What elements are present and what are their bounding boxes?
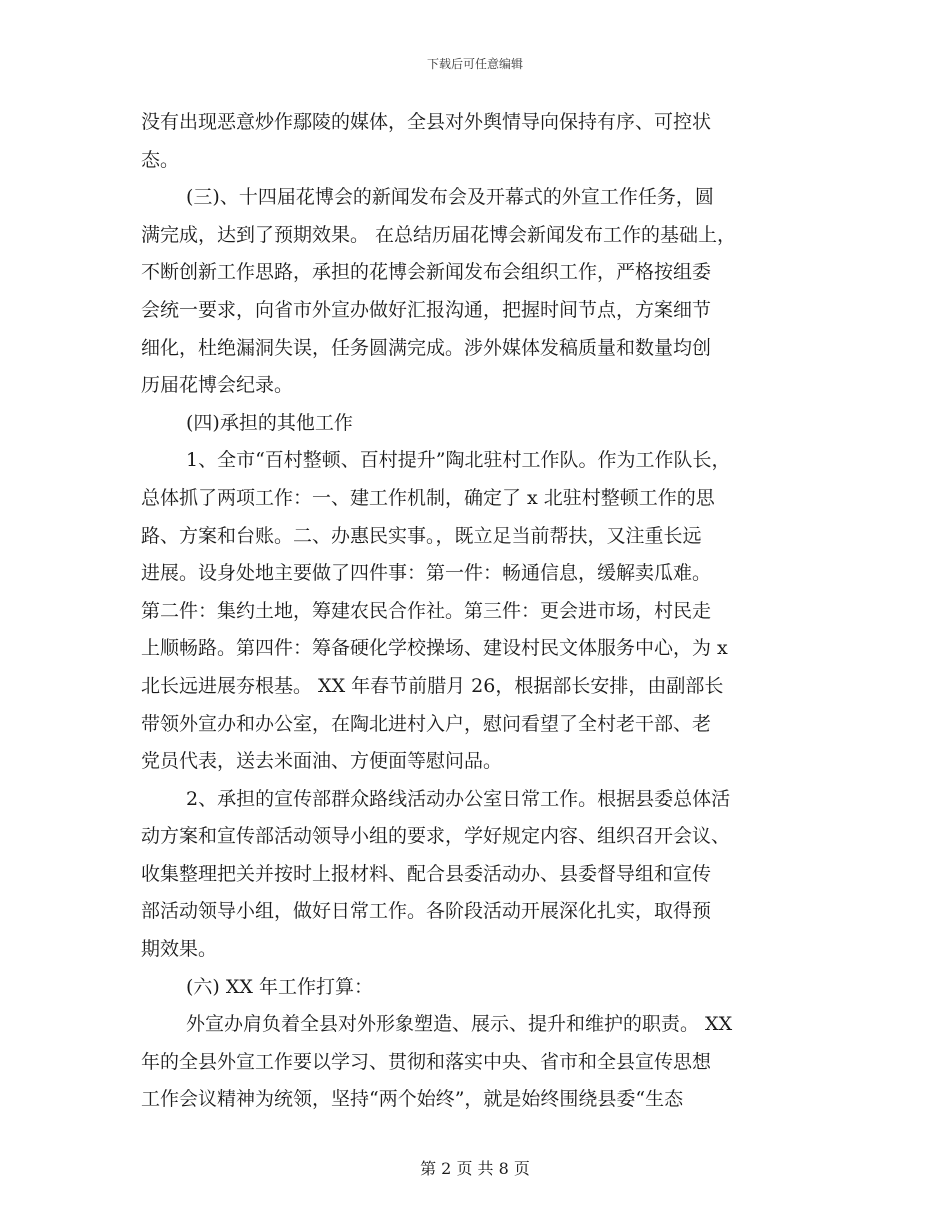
text-line: 年的全县外宣工作要以学习、贯彻和落实中央、省市和全县宣传思想 (141, 1050, 712, 1073)
text-line: 路、方案和台账。二、办惠民实事。，既立足当前帮扶，又注重长远 (141, 524, 702, 547)
text-line: 没有出现恶意炒作鄢陵的媒体，全县对外舆情导向保持有序、可控状 (141, 111, 712, 133)
paragraph-start: 外宣办肩负着全县对外形象塑造、展示、提升和维护的职责。 XX (186, 1013, 733, 1036)
text-line: 带领外宣办和办公室，在陶北进村入户，慰问看望了全村老干部、老 (141, 712, 712, 735)
section-heading: (六) XX 年工作打算： (186, 975, 373, 998)
paragraph-start: 2、承担的宣传部群众路线活动办公室日常工作。根据县委总体活 (186, 787, 731, 810)
text-line: 北长远进展夯根基。 XX 年春节前腊月 26，根据部长安排，由副部长 (141, 674, 724, 697)
section-heading: (四)承担的其他工作 (186, 411, 353, 434)
text-line: 动方案和宣传部活动领导小组的要求，学好规定内容、组织召开会议、 (141, 825, 731, 848)
text-line: 不断创新工作思路，承担的花博会新闻发布会组织工作，严格按组委 (141, 261, 712, 284)
document-body (141, 104, 813, 1119)
text-line: 总体抓了两项工作：一、建工作机制，确定了 x 北驻村整顿工作的思 (141, 486, 715, 509)
text-line: 部活动领导小组，做好日常工作。各阶段活动开展深化扎实，取得预 (141, 900, 712, 923)
text-line: 上顺畅路。第四件：筹备硬化学校操场、建设村民文体服务中心，为 x (141, 637, 728, 660)
page-footer: 第 2 页 共 8 页 (420, 1159, 530, 1178)
text-line: 期效果。 (141, 938, 218, 961)
page-header: 下载后可任意编辑 (426, 57, 523, 71)
text-line: 党员代表，送去米面油、方便面等慰问品。 (141, 750, 503, 773)
text-line: 细化，杜绝漏洞失误，任务圆满完成。涉外媒体发稿质量和数量均创 (141, 336, 712, 359)
text-line: 收集整理把关并按时上报材料、配合县委活动办、县委督导组和宣传 (141, 862, 712, 885)
text-line: 第二件：集约土地，筹建农民合作社。第三件：更会进市场，村民走 (141, 599, 712, 622)
text-line: 满完成，达到了预期效果。 在总结历届花博会新闻发布工作的基础上， (141, 223, 737, 246)
text-line: 工作会议精神为统领，坚持“两个始终”，就是始终围绕县委“生态 (141, 1088, 684, 1111)
paragraph-start: 1、全市“百村整顿、百村提升”陶北驻村工作队。作为工作队长， (186, 449, 731, 472)
text-line: 态。 (141, 148, 180, 171)
text-line: 历届花博会纪录。 (141, 374, 294, 397)
text-line: 进展。设身处地主要做了四件事：第一件：畅通信息，缓解卖瓜难。 (141, 562, 712, 585)
text-line: 会统一要求，向省市外宣办做好汇报沟通，把握时间节点，方案细节 (141, 298, 712, 321)
paragraph-start: (三)、十四届花博会的新闻发布会及开幕式的外宣工作任务，圆 (186, 186, 714, 209)
